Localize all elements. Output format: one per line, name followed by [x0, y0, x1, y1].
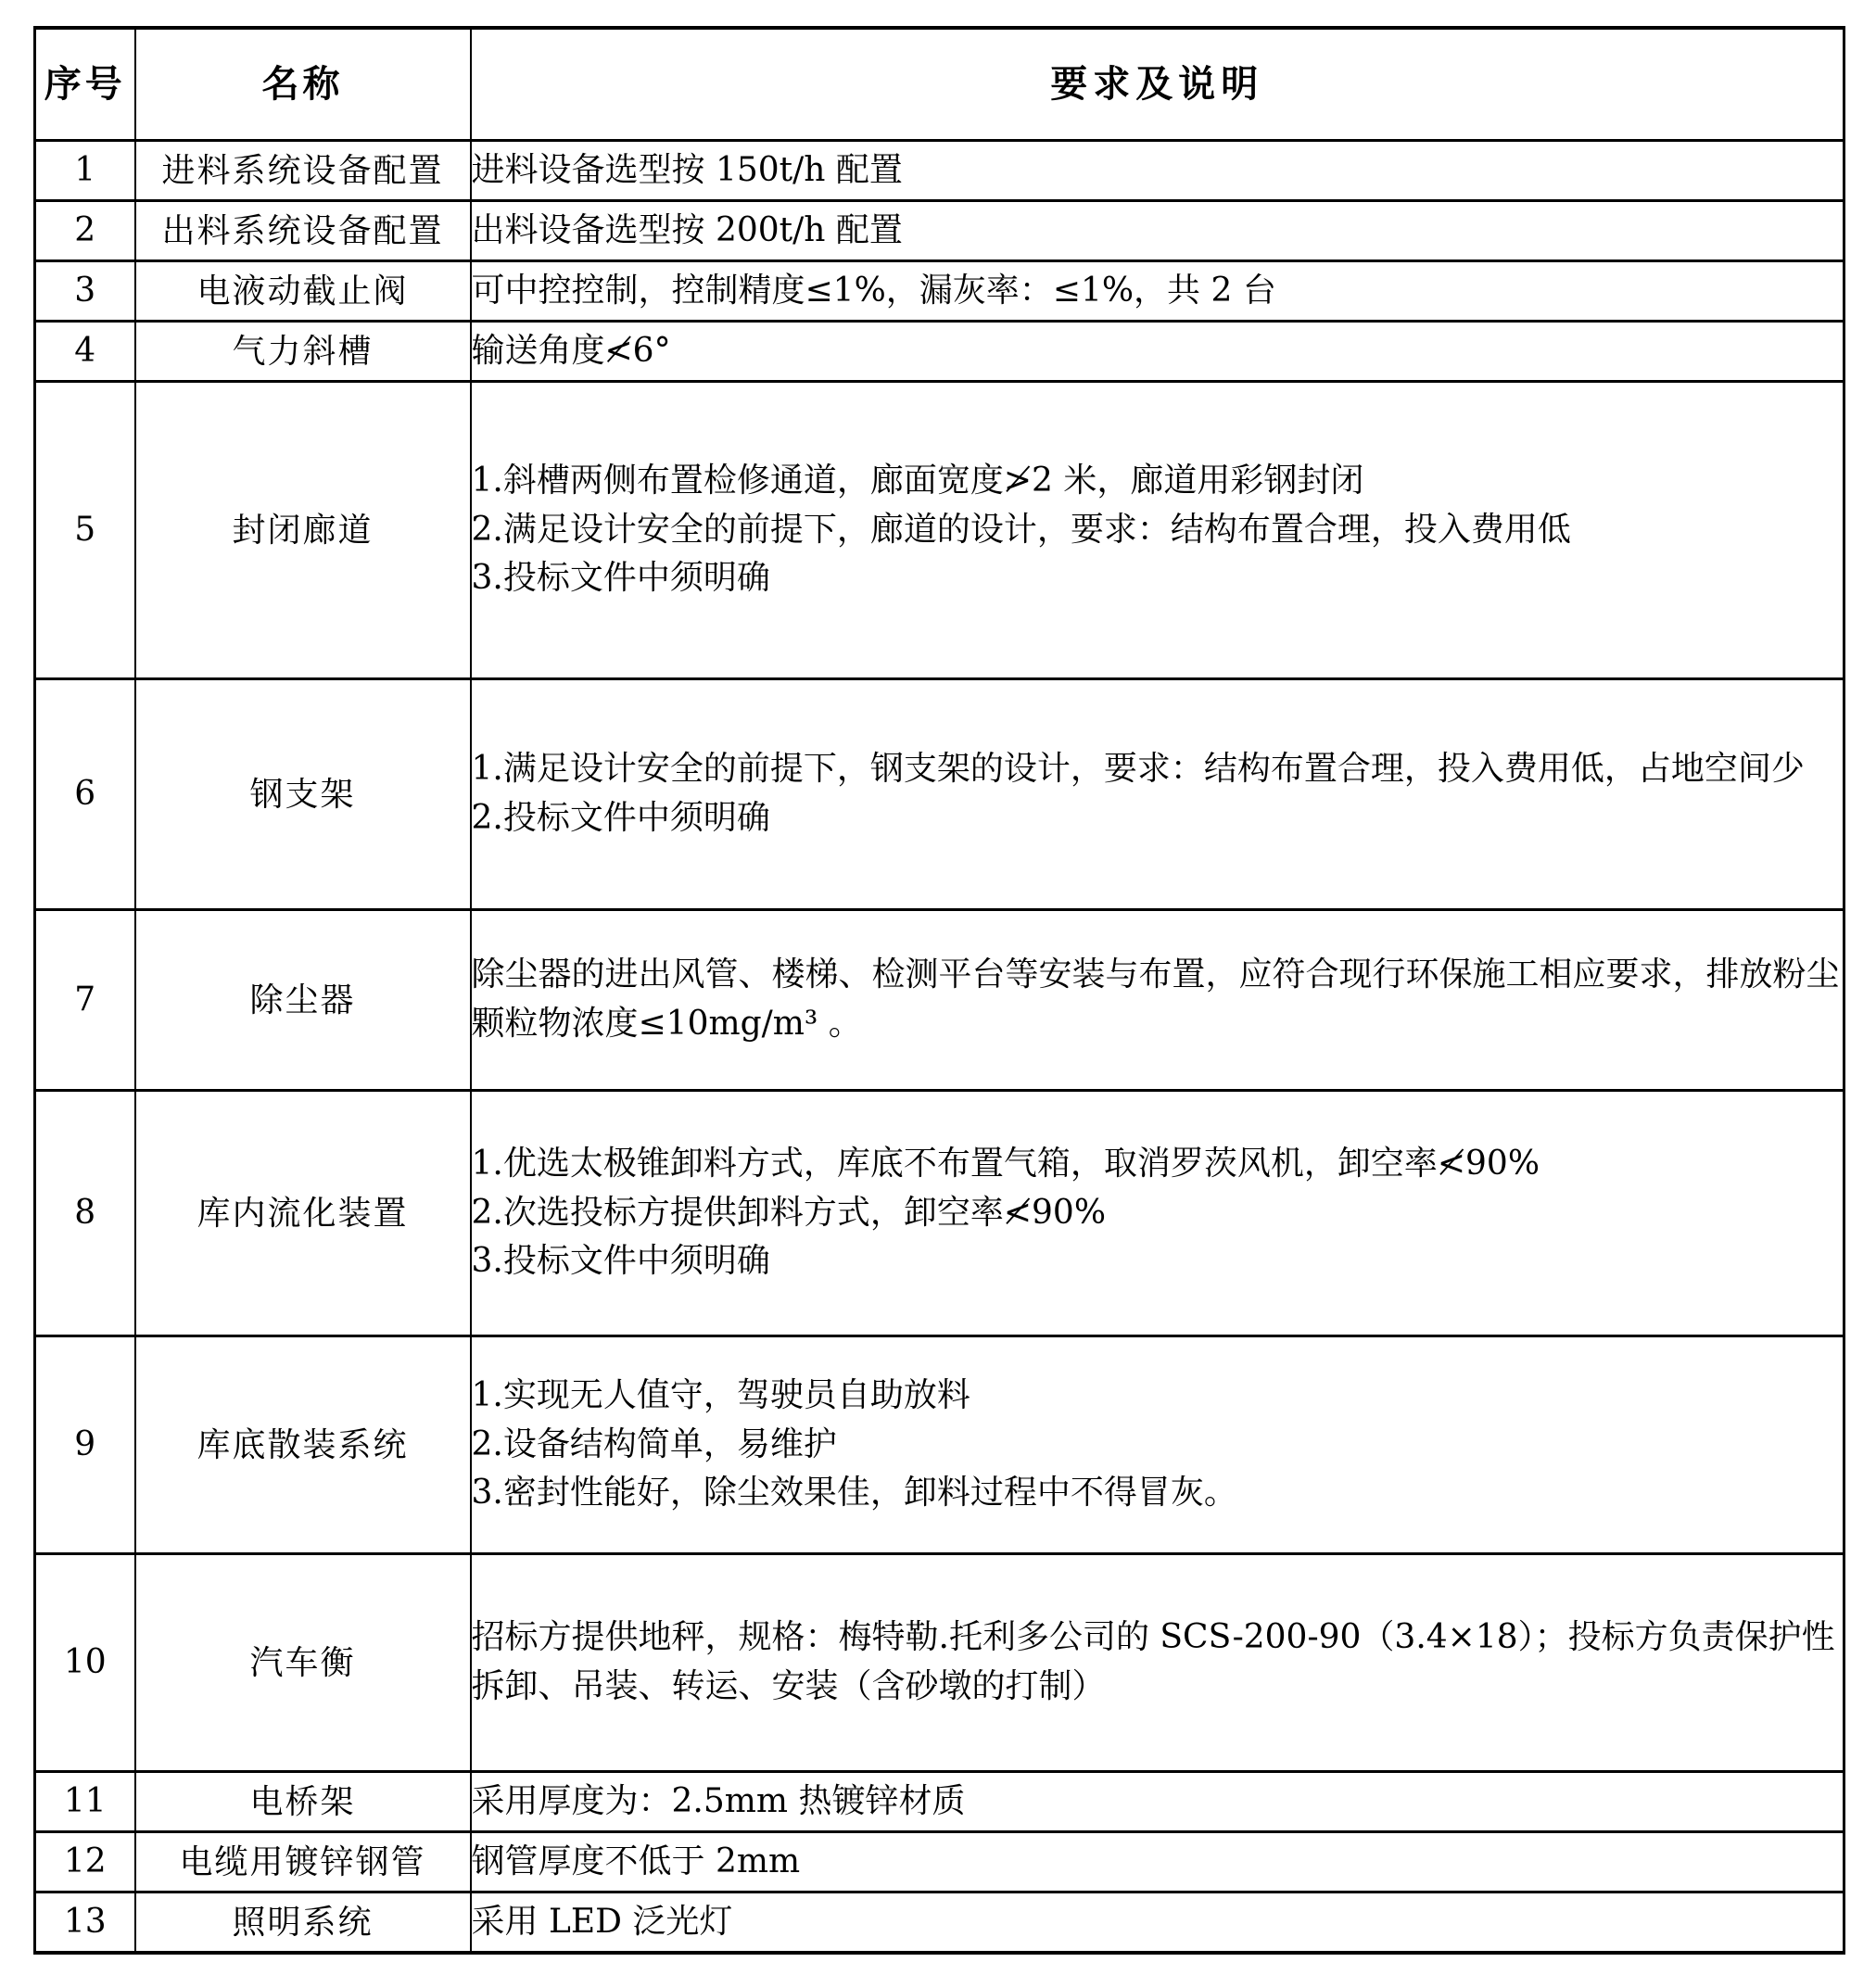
cell-requirement: [471, 1336, 1844, 1554]
table-row: [35, 141, 1844, 201]
requirement-line: 1.实现无人值守，驾驶员自助放料: [471, 1376, 970, 1415]
table-row: [35, 201, 1844, 261]
requirement-line: 1.斜槽两侧布置检修通道，廊面宽度≯2 米，廊道用彩钢封闭: [471, 462, 1364, 500]
cell-requirement: [471, 1091, 1844, 1336]
table-row: [35, 382, 1844, 679]
requirement-line: 可中控控制，控制精度≤1%，漏灰率：≤1%，共 2 台: [471, 271, 1276, 310]
cell-requirement: [471, 1832, 1844, 1892]
cell-requirement: [471, 201, 1844, 261]
cell-equipment-name: 照明系统: [135, 1892, 471, 1954]
table-row: [35, 1832, 1844, 1892]
requirement-line: 钢管厚度不低于 2mm: [471, 1842, 801, 1880]
requirement-line: 进料设备选型按 150t/h 配置: [471, 150, 903, 189]
cell-serial-number: 3: [35, 261, 135, 322]
cell-equipment-name: 电桥架: [135, 1772, 471, 1832]
cell-serial-number: 6: [35, 679, 135, 910]
requirement-line: 1.优选太极锥卸料方式，库底不布置气箱，取消罗茨风机，卸空率≮90%: [471, 1145, 1540, 1184]
cell-equipment-name: 进料系统设备配置: [135, 141, 471, 201]
table-row: [35, 1772, 1844, 1832]
cell-serial-number: 8: [35, 1091, 135, 1336]
cell-requirement: [471, 679, 1844, 910]
table-body: [35, 141, 1844, 1954]
requirement-line: 2.次选投标方提供卸料方式，卸空率≮90%: [471, 1193, 1107, 1232]
requirement-line: 1.满足设计安全的前提下，钢支架的设计，要求：结构布置合理，投入费用低，占地空间少: [471, 750, 1805, 789]
table-header: [35, 28, 1844, 141]
cell-equipment-name: 除尘器: [135, 910, 471, 1091]
table-header-row: [35, 28, 1844, 141]
table-row: [35, 261, 1844, 322]
cell-equipment-name: 汽车衡: [135, 1554, 471, 1772]
table-row: [35, 322, 1844, 382]
cell-serial-number: 9: [35, 1336, 135, 1554]
cell-requirement: [471, 141, 1844, 201]
cell-equipment-name: 库内流化装置: [135, 1091, 471, 1336]
cell-equipment-name: 电缆用镀锌钢管: [135, 1832, 471, 1892]
requirement-line: 采用 LED 泛光灯: [471, 1902, 733, 1941]
cell-requirement: [471, 1892, 1844, 1954]
cell-equipment-name: 库底散装系统: [135, 1336, 471, 1554]
table-row: [35, 1091, 1844, 1336]
cell-equipment-name: 封闭廊道: [135, 382, 471, 679]
requirement-line: 2.投标文件中须明确: [471, 799, 770, 837]
column-header-requirement: 要求及说明: [471, 28, 1844, 141]
cell-equipment-name: 出料系统设备配置: [135, 201, 471, 261]
requirement-line: 2.满足设计安全的前提下，廊道的设计，要求：结构布置合理，投入费用低: [471, 510, 1571, 549]
requirement-line: 3.投标文件中须明确: [471, 559, 770, 598]
cell-requirement: [471, 1772, 1844, 1832]
requirement-line: 采用厚度为：2.5mm 热镀锌材质: [471, 1781, 966, 1820]
requirement-line: 除尘器的进出风管、楼梯、检测平台等安装与布置，应符合现行环保施工相应要求，排放粉尘颗粒物浓度≤10mg/m³ 。: [471, 956, 1840, 1043]
cell-equipment-name: 电液动截止阀: [135, 261, 471, 322]
table-row: [35, 1892, 1844, 1954]
table-row: [35, 1554, 1844, 1772]
equipment-specification-table: [33, 26, 1845, 1955]
cell-requirement: [471, 261, 1844, 322]
cell-serial-number: 12: [35, 1832, 135, 1892]
cell-serial-number: 13: [35, 1892, 135, 1954]
table-row: [35, 679, 1844, 910]
requirement-line: 出料设备选型按 200t/h 配置: [471, 210, 903, 249]
cell-serial-number: 1: [35, 141, 135, 201]
requirement-line: 输送角度≮6°: [471, 331, 671, 370]
requirement-line: 3.密封性能好，除尘效果佳，卸料过程中不得冒灰。: [471, 1474, 1237, 1513]
cell-serial-number: 10: [35, 1554, 135, 1772]
cell-serial-number: 11: [35, 1772, 135, 1832]
cell-requirement: [471, 382, 1844, 679]
cell-equipment-name: 气力斜槽: [135, 322, 471, 382]
requirement-line: 3.投标文件中须明确: [471, 1242, 770, 1281]
cell-equipment-name: 钢支架: [135, 679, 471, 910]
column-header-serial-number: 序号: [35, 28, 135, 141]
cell-serial-number: 2: [35, 201, 135, 261]
cell-serial-number: 7: [35, 910, 135, 1091]
requirement-line: 招标方提供地秤，规格：梅特勒.托利多公司的 SCS-200-90（3.4×18）；投标方负责保护性拆卸、吊装、转运、安装（含砂墩的打制）: [471, 1618, 1835, 1705]
cell-requirement: [471, 1554, 1844, 1772]
table-row: [35, 1336, 1844, 1554]
cell-serial-number: 5: [35, 382, 135, 679]
cell-serial-number: 4: [35, 322, 135, 382]
column-header-name: 名称: [135, 28, 471, 141]
requirement-line: 2.设备结构简单，易维护: [471, 1424, 837, 1463]
table-row: [35, 910, 1844, 1091]
cell-requirement: [471, 322, 1844, 382]
cell-requirement: [471, 910, 1844, 1091]
